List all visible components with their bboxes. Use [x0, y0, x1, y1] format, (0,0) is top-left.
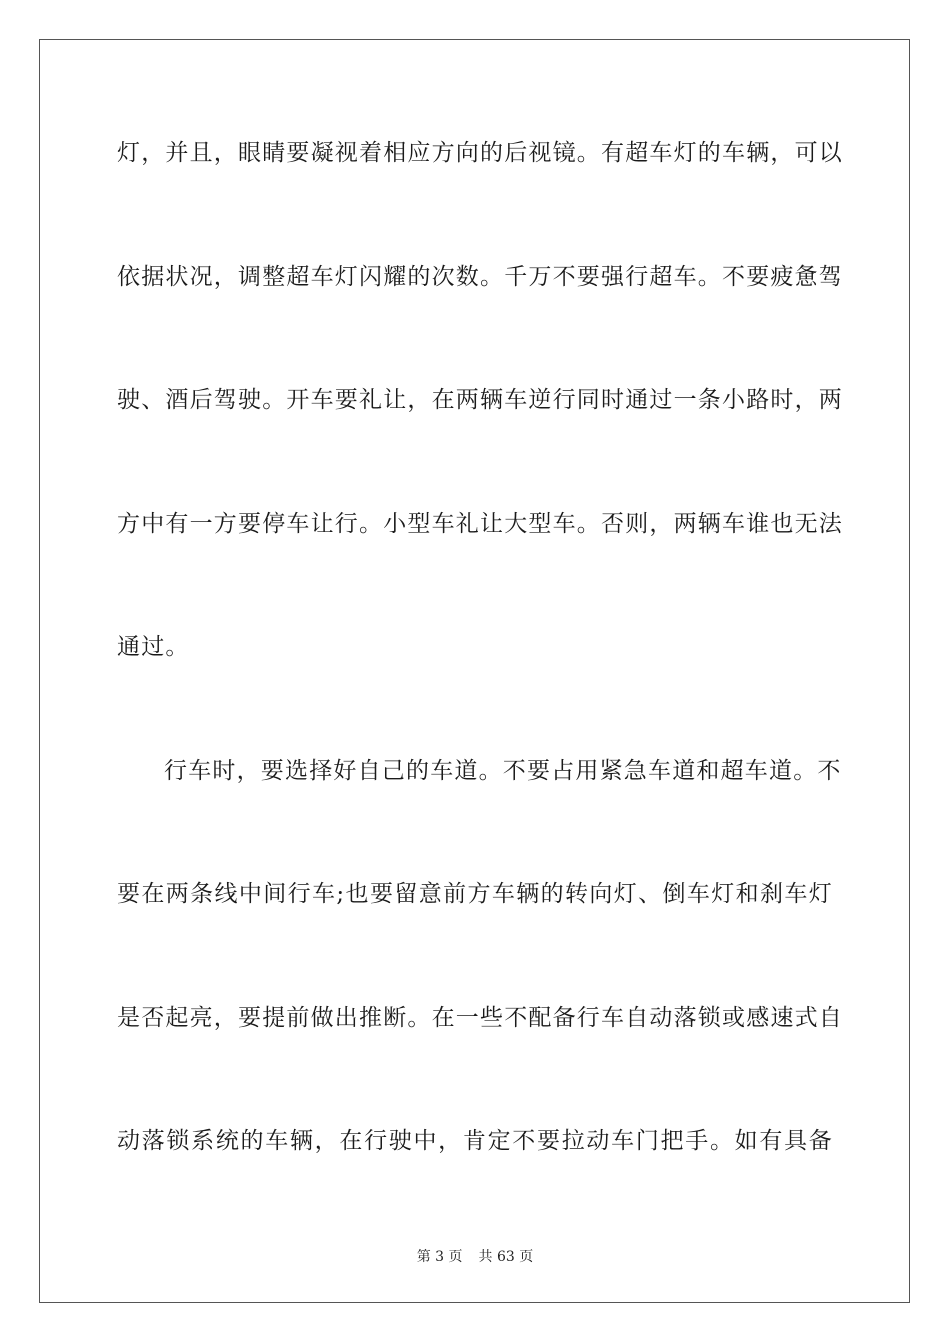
text-line: 是否起亮，要提前做出推断。在一些不配备行车自动落锁或感速式自	[117, 1005, 843, 1031]
page-border	[39, 39, 910, 1303]
paragraph-first-line: 行车时，要选择好自己的车道。不要占用紧急车道和超车道。不	[164, 758, 842, 784]
text-line: 方中有一方要停车让行。小型车礼让大型车。否则，两辆车谁也无法	[117, 511, 843, 537]
text-line: 驶、酒后驾驶。开车要礼让，在两辆车逆行同时通过一条小路时，两	[117, 387, 843, 413]
text-line: 依据状况，调整超车灯闪耀的次数。千万不要强行超车。不要疲惫驾	[117, 264, 843, 290]
page-number: 第 3 页	[416, 1249, 463, 1265]
text-line: 动落锁系统的车辆，在行驶中，肯定不要拉动车门把手。如有具备	[117, 1128, 833, 1154]
page-footer	[0, 1248, 950, 1266]
text-line: 通过。	[117, 634, 190, 660]
total-pages: 共 63 页	[478, 1249, 534, 1265]
text-line: 要在两条线中间行车;也要留意前方车辆的转向灯、倒车灯和刹车灯	[117, 881, 833, 907]
text-line: 灯，并且，眼睛要凝视着相应方向的后视镜。有超车灯的车辆，可以	[117, 140, 843, 166]
